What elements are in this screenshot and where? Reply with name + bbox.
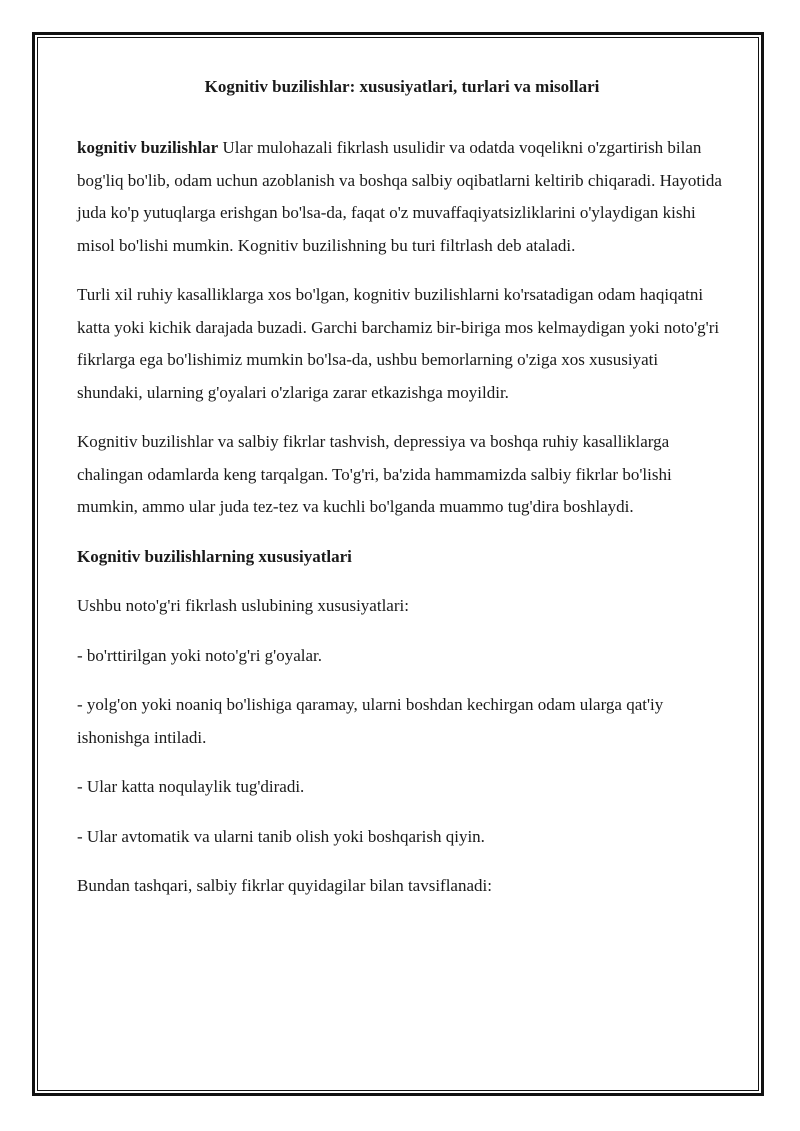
- section-heading: Kognitiv buzilishlarning xususiyatlari: [77, 546, 352, 566]
- list-item: - bo'rttirilgan yoki noto'g'ri g'oyalar.: [77, 645, 323, 665]
- list-item: - Ular avtomatik va ularni tanib olish yoki boshqarish qiyin.: [77, 826, 485, 846]
- document-body: [77, 72, 727, 920]
- list-item: - yolg'on yoki noaniq bo'lishiga qaramay, ularni boshdan kechirgan odam ularga qat'iy ishonishga intiladi.: [77, 695, 664, 747]
- paragraph-3: Kognitiv buzilishlar va salbiy fikrlar tashvish, depressiya va boshqa ruhiy kasalliklarga chalingan odamlarda keng tarqalgan. To'g'ri, ba'zida hammamizda salbiy fikrlar bo'lishi mumkin, ammo ular juda tez-tez va kuchli bo'lganda muammo tug'dira boshlaydi.: [77, 432, 672, 516]
- section-intro: Ushbu noto'g'ri fikrlash uslubining xususiyatlari:: [77, 596, 409, 615]
- intro-lead-term: kognitiv buzilishlar: [77, 138, 219, 157]
- intro-text: Ular mulohazali fikrlash usulidir va odatda voqelikni o'zgartirish bilan bog'liq bo'lib, odam uchun azoblanish va boshqa salbiy oqibatlarni keltirib chiqaradi. Hayotida juda ko'p yutuqlarga erishgan bo'lsa-da, faqat o'z muvaffaqiyatsizliklarini o'ylaydigan kishi misol bo'lishi mumkin. Kognitiv buzilishning bu turi filtrlash deb ataladi.: [77, 138, 722, 255]
- document-title: Kognitiv buzilishlar: xususiyatlari, turlari va misollari: [204, 77, 600, 96]
- paragraph-2: Turli xil ruhiy kasalliklarga xos bo'lgan, kognitiv buzilishlarni ko'rsatadigan odam haqiqatni katta yoki kichik darajada buzadi. Garchi barchamiz bir-biriga mos kelmaydigan yoki noto'g'ri fikrlarga ega bo'lishimiz mumkin bo'lsa-da, ushbu bemorlarning o'ziga xos xususiyati shundaki, ularning g'oyalari o'zlariga zarar etkazishga moyildir.: [77, 285, 720, 402]
- list-item: - Ular katta noqulaylik tug'diradi.: [77, 777, 305, 796]
- closing-paragraph: Bundan tashqari, salbiy fikrlar quyidagilar bilan tavsiflanadi:: [77, 876, 492, 895]
- intro-paragraph: [77, 132, 727, 262]
